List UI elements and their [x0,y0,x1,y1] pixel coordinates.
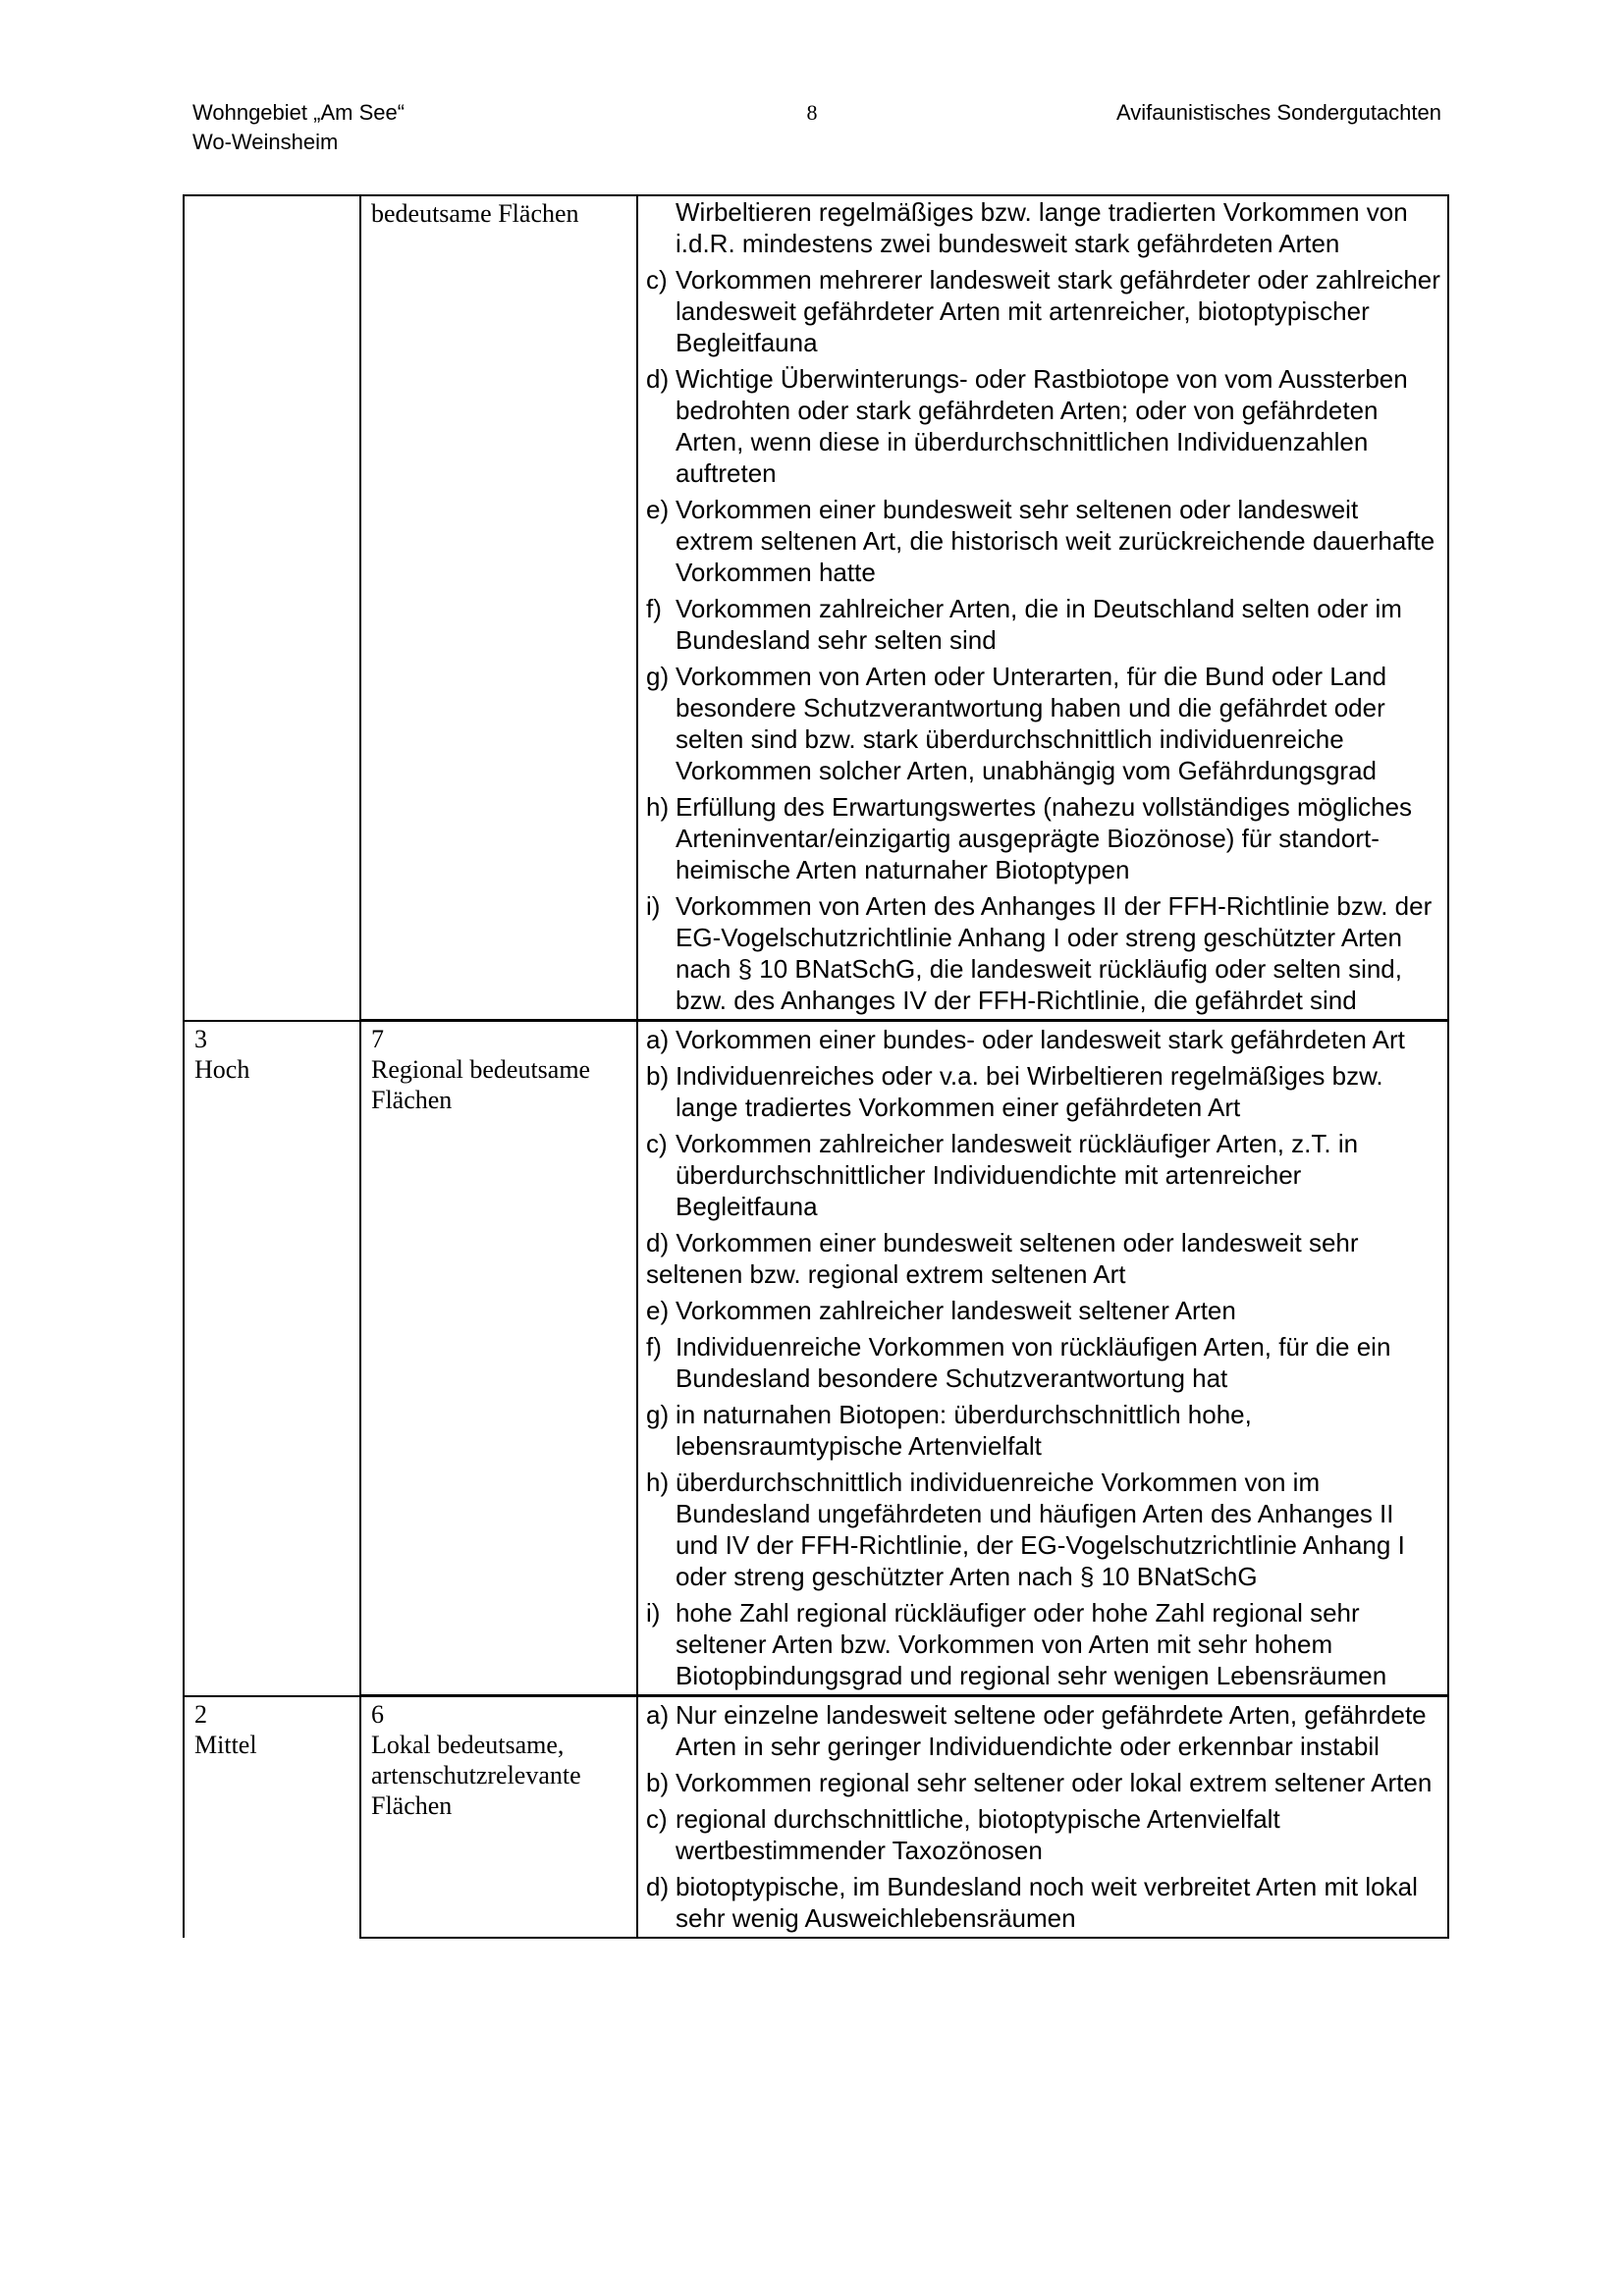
criterion-label: h) [646,1468,670,1497]
value-level-label: Hoch [194,1054,250,1084]
table-row [184,195,1448,1021]
criterion-text: Vorkommen von Arten des Anhanges II der FFH-Richtlinie bzw. der EG-Vogelschutzrichtlinie Anhang I oder streng geschützter Arten nach § 10 BNatSchG, die landesweit rückläufig oder selten sind, bzw. des Anhanges IV der FFH-Richtlinie, die gefährdet sind [676,891,1433,1015]
criterion-text: in naturnahen Biotopen: überdurchschnittlich hohe, lebensraumtypische Artenvielfalt [676,1400,1252,1461]
criterion-label: f) [646,594,662,623]
criterion-text: überdurchschnittlich individuenreiche Vorkommen von im Bundesland ungefährdeten und häufigen Arten des Anhanges II und IV der FFH-Richtlinie, der EG-Vogelschutzrichtlinie Anhang I oder streng geschützter Arten nach § 10 BNatSchG [676,1468,1405,1591]
criterion-label: a) [646,1025,670,1054]
criterion-label: e) [646,1296,670,1325]
criterion-text: Vorkommen zahlreicher landesweit rückläufiger Arten, z.T. in überdurchschnittlicher Individuendichte mit artenreicher Begleitfauna [676,1129,1359,1221]
category-number: 6 [371,1700,384,1729]
criterion-text: Vorkommen mehrerer landesweit stark gefährdeter oder zahlreicher landesweit gefährdeter Arten mit artenreicher, biotoptypischer Begleitfauna [676,265,1440,357]
criterion-label: c) [646,1804,668,1834]
criterion-text: Erfüllung des Erwartungswertes (nahezu vollständiges mögliches Arteninventar/einzigartig ausgeprägte Biozönose) für standort-heimische Arten naturnaher Biotoptypen [676,792,1413,884]
value-level-cell [184,1021,360,1696]
criterion-text: hohe Zahl regional rückläufiger oder hohe Zahl regional sehr seltener Arten bzw. Vorkommen von Arten mit sehr hohem Biotopbindungsgrad und regional sehr wenigen Lebensräumen [676,1598,1387,1690]
criterion-text: biotoptypische, im Bundesland noch weit verbreitet Arten mit lokal sehr wenig Ausweichlebensräumen [676,1872,1418,1933]
criterion-label: b) [646,1061,670,1091]
criterion-text: regional durchschnittliche, biotoptypische Artenvielfalt wertbestimmender Taxozönosen [676,1804,1280,1865]
value-level-cell [184,195,360,1021]
criterion-label: e) [646,495,670,524]
criterion-item [646,262,1441,361]
criterion-item [646,1801,1441,1869]
criteria-continuation: Wirbeltieren regelmäßiges bzw. lange tradierten Vorkommen von i.d.R. mindestens zwei bundesweit stark gefährdeten Arten [676,197,1408,258]
criterion-text: Vorkommen zahlreicher landesweit seltener Arten [676,1296,1236,1325]
header-location: Wo-Weinsheim [192,130,339,154]
criterion-text: Individuenreiche Vorkommen von rückläufigen Arten, für die ein Bundesland besondere Schutzverantwortung hat [676,1332,1391,1393]
category-cell [360,195,637,1021]
criterion-item [646,1465,1441,1595]
table-row [184,1021,1448,1696]
criterion-item [646,361,1441,492]
criterion-item [646,1329,1441,1397]
criterion-label: h) [646,792,670,822]
criterion-text: Vorkommen einer bundesweit seltenen oder landesweit sehr seltenen bzw. regional extrem seltenen Art [646,1228,1359,1289]
page-number: 8 [806,100,818,125]
criterion-label: d) [646,1228,670,1257]
value-level-label: Mittel [194,1730,257,1759]
criterion-item [646,1022,1441,1058]
criterion-text: Vorkommen regional sehr seltener oder lokal extrem seltener Arten [676,1768,1433,1797]
value-level-cell [184,1696,360,1939]
category-cell [360,1696,637,1939]
criterion-item [646,1293,1441,1329]
criterion-item [646,1397,1441,1465]
criterion-item [646,591,1441,659]
criterion-text: Individuenreiches oder v.a. bei Wirbeltieren regelmäßiges bzw. lange tradiertes Vorkommen einer gefährdeten Art [676,1061,1383,1122]
criterion-item [646,789,1441,888]
criteria-cell [637,1021,1448,1696]
criterion-label: c) [646,1129,668,1158]
criterion-text: Vorkommen einer bundesweit sehr seltenen oder landesweit extrem seltenen Art, die historisch weit zurückreichende dauerhafte Vorkommen hatte [676,495,1435,587]
criterion-item [646,1869,1441,1937]
criterion-text: Vorkommen von Arten oder Unterarten, für die Bund oder Land besondere Schutzverantwortung haben und die gefährdet oder selten sind bzw. stark überdurchschnittlich individuenreiche Vorkommen solcher Arten, unabhängig vom Gefährdungsgrad [676,662,1387,785]
criterion-item [646,1697,1441,1765]
category-label: bedeutsame Flächen [371,199,579,228]
criterion-label: a) [646,1700,670,1730]
category-label: Regional bedeutsame Flächen [371,1055,591,1114]
criterion-label: g) [646,1400,670,1429]
criterion-label: b) [646,1768,670,1797]
criteria-cell [637,195,1448,1021]
criterion-item [646,492,1441,591]
evaluation-table [183,194,1449,1939]
criterion-label: i) [646,1598,661,1628]
criterion-item [646,1225,1441,1293]
criterion-label: d) [646,364,670,394]
criterion-text: Wichtige Überwinterungs- oder Rastbiotope von vom Aussterben bedrohten oder stark gefährdeten Arten; oder von gefährdeten Arten, wenn diese in überdurchschnittlichen Individuenzahlen auftreten [676,364,1408,488]
criterion-text: Vorkommen einer bundes- oder landesweit stark gefährdeten Art [676,1025,1405,1054]
category-number: 7 [371,1025,384,1053]
criterion-item [646,1126,1441,1225]
criterion-label: g) [646,662,670,691]
criterion-item [646,659,1441,789]
header-project-title: Wohngebiet „Am See“ [192,100,406,125]
value-level-number: 3 [194,1024,207,1053]
criterion-text: Nur einzelne landesweit seltene oder gefährdete Arten, gefährdete Arten in sehr geringer Individuendichte oder erkennbar instabil [676,1700,1427,1761]
criterion-item [646,1058,1441,1126]
criterion-label: c) [646,265,668,294]
criterion-item [646,1765,1441,1801]
criterion-item [646,1595,1441,1694]
table-row [184,1696,1448,1939]
criterion-label: f) [646,1332,662,1362]
criteria-cell [637,1696,1448,1939]
criterion-label: i) [646,891,661,921]
header-document-type: Avifaunistisches Sondergutachten [1115,100,1441,125]
criterion-item [646,888,1441,1019]
evaluation-table-body [184,195,1448,1938]
criterion-text: Vorkommen zahlreicher Arten, die in Deutschland selten oder im Bundesland sehr selten sind [676,594,1402,655]
category-label: Lokal bedeutsame, artenschutzrelevante Flächen [371,1731,581,1820]
criterion-label: d) [646,1872,670,1901]
value-level-number: 2 [194,1699,207,1729]
category-cell [360,1021,637,1696]
